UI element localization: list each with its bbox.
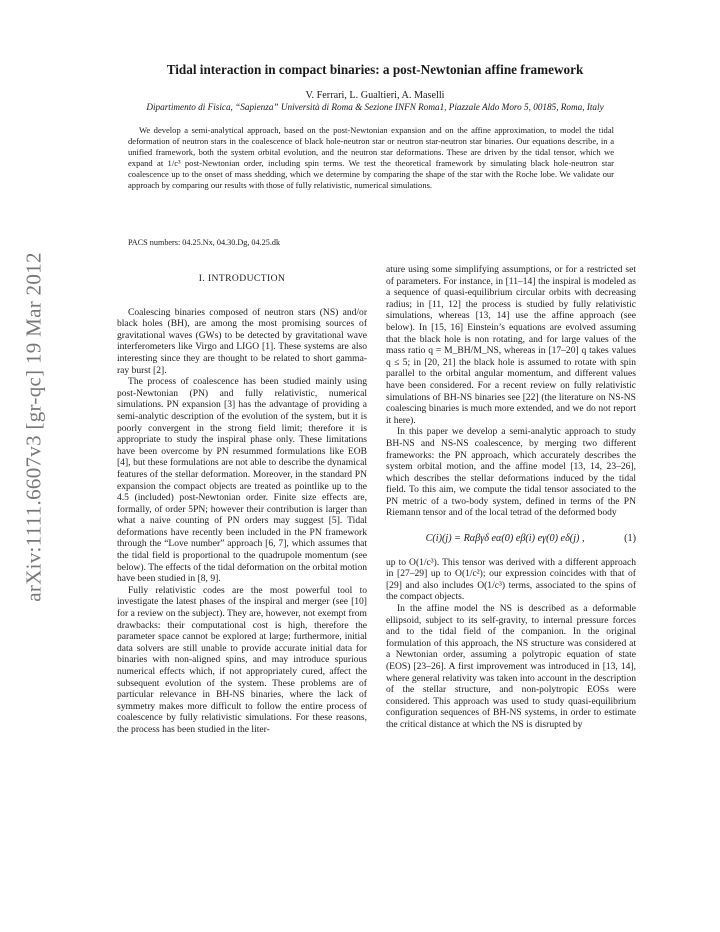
right-column	[386, 264, 636, 731]
equation-number: (1)	[624, 533, 636, 545]
equation	[386, 533, 636, 545]
authors: V. Ferrari, L. Gualtieri, A. Maselli	[305, 90, 445, 101]
affiliation: Dipartimento di Fisica, “Sapienza” Università di Roma & Sezione INFN Roma1, Piazzale Aldo Moro 5, 00185, Roma, Italy	[146, 102, 604, 112]
paragraph: The process of coalescence has been studied mainly using post-Newtonian (PN) and fully relativistic, numerical simulations. PN expansion [3] has the advantage of providing a semi-analytic description of the evolution of the system, but it is poorly convergent in the strong field limit; therefore it is appropriate to study the inspiral phase only. These limitations have been overcome by PN resummed formulations like EOB [4], but these formulations are not able to describe the dynamical features of the stellar deformation. Moreover, in the standard PN expansion the compact objects are treated as pointlike up to the 4.5 (included) post-Newtonian order. Finite size effects are, formally, of order 5PN; however their contribution is larger than what a naive counting of PN orders may suggest [5]. Tidal deformations have recently been included in the PN framework through the “Love number” approach [6, 7], which assumes that the tidal field is proportional to the quadrupole momentum (see below). The effects of the tidal deformation on the orbital motion have been studied in [8, 9].	[117, 376, 367, 585]
paper-title: Tidal interaction in compact binaries: a post-Newtonian affine framework	[166, 62, 584, 77]
section-heading: I. INTRODUCTION	[198, 273, 286, 284]
paragraph: In the affine model the NS is described as a deformable ellipsoid, subject to its self-gravity, to internal pressure forces and to the tidal field of the companion. In the original formulation of this approach, the NS structure was considered at a Newtonian order, assuming a polytropic equation of state (EOS) [23–26]. A first improvement was introduced in [13, 14], where general relativity was taken into account in the description of the stellar structure, and non-polytropic EOSs were considered. This approach was used to study quasi-equilibrium configuration sequences of BH-NS systems, in order to estimate the critical distance at which the NS is disrupted by	[386, 603, 636, 730]
paragraph: Fully relativistic codes are the most powerful tool to investigate the latest phases of the inspiral and merger (see [10] for a review on the subject). They are, however, not exempt from drawbacks: their computational cost is high, therefore the parameter space cannot be explored at large; furthermore, initial data solvers are still unable to provide accurate initial data for binaries with non-aligned spins, and may introduce spurious numerical effects which, if not appropriately cured, affect the subsequent evolution of the system. These problems are of particular relevance in BH-NS binaries, where the lack of symmetry makes more difficult to follow the entire process of coalescence by fully relativistic simulations. For these reasons, the process has been studied in the liter-	[117, 584, 367, 735]
arxiv-stamp	[0, 0, 60, 932]
abstract: We develop a semi-analytical approach, based on the post-Newtonian expansion and on the affine approximation, to model the tidal deformation of neutron stars in the coalescence of black hole-neutron star or neutron star-neutron star binaries. Our equations describe, in a unified framework, both the system orbital evolution, and the neutron star deformations. These are driven by the tidal tensor, which we expand at 1/c³ post-Newtonian order, including spin terms. We test the theoretical framework by simulating black hole-neutron star coalescence up to the onset of mass shedding, which we determine by comparing the shape of the star with the Roche lobe. We validate our approach by comparing our results with those of fully relativistic, numerical simulations.	[128, 125, 614, 191]
paragraph: In this paper we develop a semi-analytic approach to study BH-NS and NS-NS coalescence, by merging two different frameworks: the PN approach, which accurately describes the system orbital motion, and the affine model [13, 14, 23–26], which describes the stellar deformations induced by the tidal field. To this aim, we compute the tidal tensor associated to the PN metric of a two-body system, defined in terms of the PN Riemann tensor and of the local tetrad of the deformed body	[386, 426, 636, 519]
left-column	[117, 264, 367, 736]
paragraph: up to O(1/c³). This tensor was derived with a different approach in [27–29] up to O(1/c²); our expression coincides with that of [29] and also includes O(1/c³) terms, associated to the spins of the compact objects.	[386, 556, 636, 603]
equation-body: C(i)(j) = Rαβγδ eα(0) eβ(i) eγ(0) eδ(j) ,	[425, 533, 585, 545]
arxiv-id: arXiv:1111.6607v3 [gr-qc] 19 Mar 2012	[21, 252, 46, 602]
paragraph: ature using some simplifying assumptions, or for a restricted set of parameters. For instance, in [11–14] the inspiral is modeled as a sequence of quasi-equilibrium circular orbits with decreasing radius; in [11, 12] the process is studied by fully relativistic simulations, whereas [13, 14] use the affine approach (see below). In [15, 16] Einstein’s equations are evolved assuming that the black hole is non rotating, and for large values of the mass ratio q = M_BH/M_NS, whereas in [17–20] q takes values q ≤ 5; in [20, 21] the black hole is assumed to rotate with spin parallel to the orbital angular momentum, and different values have been considered. For a recent review on fully relativistic simulations of BH-NS binaries see [22] (the literature on NS-NS coalescing binaries is much more extended, and we do not report it here).	[386, 264, 636, 426]
paragraph: Coalescing binaries composed of neutron stars (NS) and/or black holes (BH), are among the most promising sources of gravitational waves (GWs) to be detected by gravitational wave interferometers like Virgo and LIGO [1]. These systems are also interesting since they are thought to be related to short gamma-ray burst [2].	[117, 306, 367, 376]
pacs-numbers: PACS numbers: 04.25.Nx, 04.30.Dg, 04.25.dk	[128, 238, 281, 247]
